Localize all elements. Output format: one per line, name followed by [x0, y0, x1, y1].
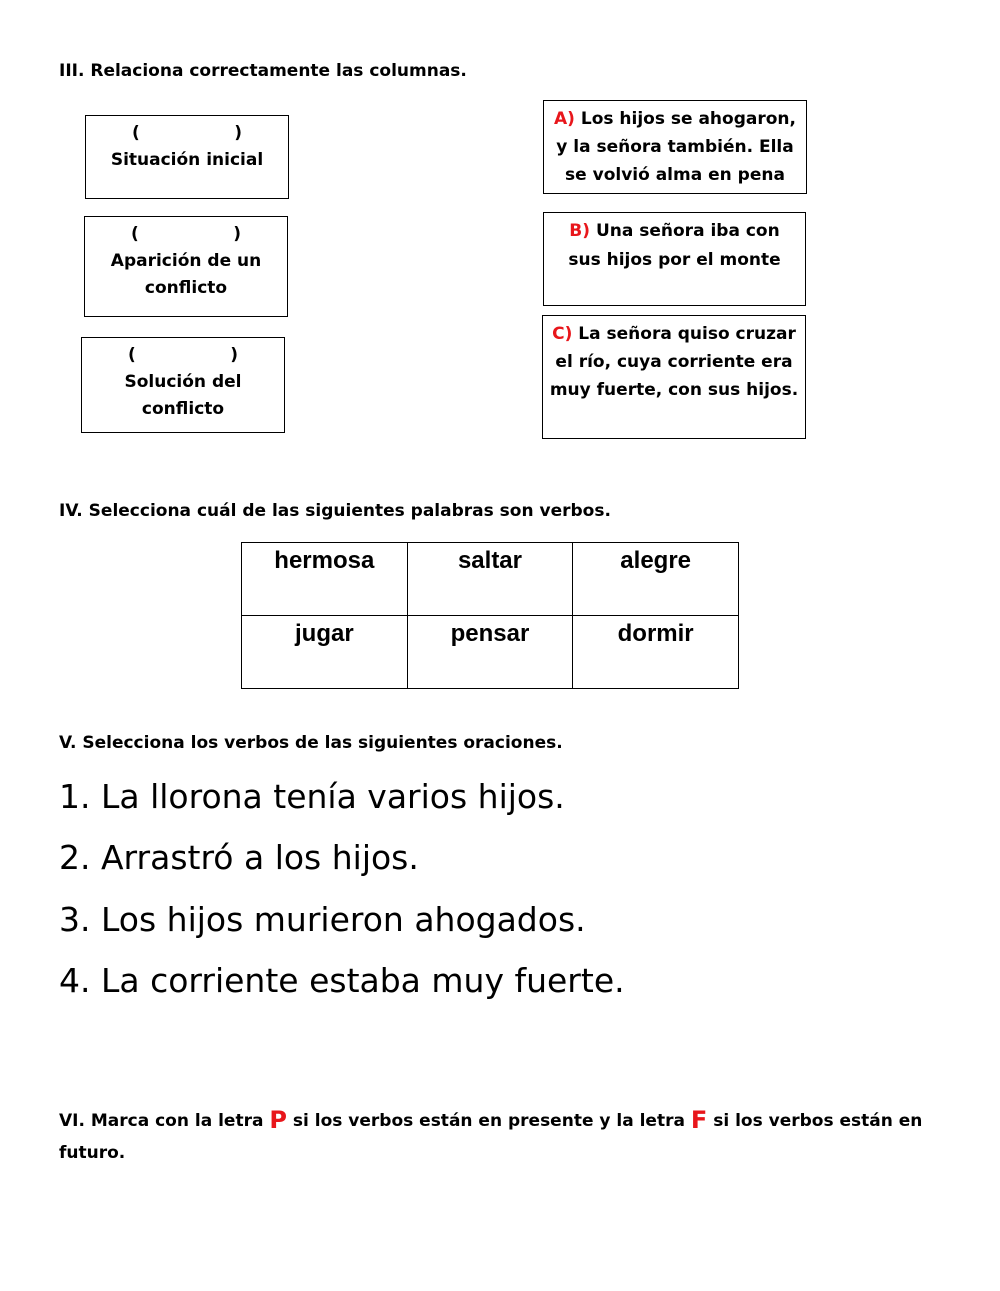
section-5-heading: V. Selecciona los verbos de las siguientes oraciones. [59, 733, 563, 753]
letter-p: P [269, 1106, 287, 1134]
left-box-label: Situación inicial [110, 150, 264, 170]
right-box-a[interactable] [543, 100, 807, 194]
left-box-aparicion-conflicto[interactable] [84, 216, 288, 317]
sentence-3[interactable]: 3. Los hijos murieron ahogados. [59, 900, 586, 939]
word-cell[interactable]: hermosa [242, 543, 408, 616]
table-row [242, 616, 739, 689]
sentence-1[interactable]: 1. La llorona tenía varios hijos. [59, 777, 565, 816]
word-table [241, 542, 739, 689]
left-box-label: Aparición de un conflicto [110, 251, 262, 298]
option-letter: B) [569, 221, 591, 241]
option-text: Una señora iba con sus hijos por el monte [568, 221, 781, 270]
word-cell[interactable]: saltar [407, 543, 573, 616]
option-letter: A) [554, 109, 575, 129]
answer-slot[interactable]: ( ) [132, 123, 242, 143]
sentence-4[interactable]: 4. La corriente estaba muy fuerte. [59, 961, 625, 1000]
word-cell[interactable]: dormir [573, 616, 739, 689]
word-cell[interactable]: alegre [573, 543, 739, 616]
left-box-situacion-inicial[interactable] [85, 115, 289, 199]
section-4-heading: IV. Selecciona cuál de las siguientes palabras son verbos. [59, 501, 611, 521]
right-box-c[interactable] [542, 315, 806, 439]
answer-slot[interactable]: ( ) [128, 345, 238, 365]
sentence-2[interactable]: 2. Arrastró a los hijos. [59, 838, 419, 877]
section-3-heading: III. Relaciona correctamente las columnas. [59, 61, 467, 81]
word-cell[interactable]: jugar [242, 616, 408, 689]
word-cell[interactable]: pensar [407, 616, 573, 689]
table-row [242, 543, 739, 616]
letter-f: F [690, 1106, 708, 1134]
section-6-instruction: VI. Marca con la letra P si los verbos están en presente y la letra F si los verbos están en futuro. [59, 1106, 923, 1163]
left-box-solucion-conflicto[interactable] [81, 337, 285, 433]
right-box-b[interactable] [543, 212, 806, 306]
option-letter: C) [552, 324, 573, 344]
option-text: La señora quiso cruzar el río, cuya corriente era muy fuerte, con sus hijos. [549, 324, 799, 400]
left-box-label: Solución del conflicto [124, 372, 242, 419]
answer-slot[interactable]: ( ) [131, 224, 241, 244]
option-text: Los hijos se ahogaron, y la señora también. Ella se volvió alma en pena [556, 109, 796, 185]
